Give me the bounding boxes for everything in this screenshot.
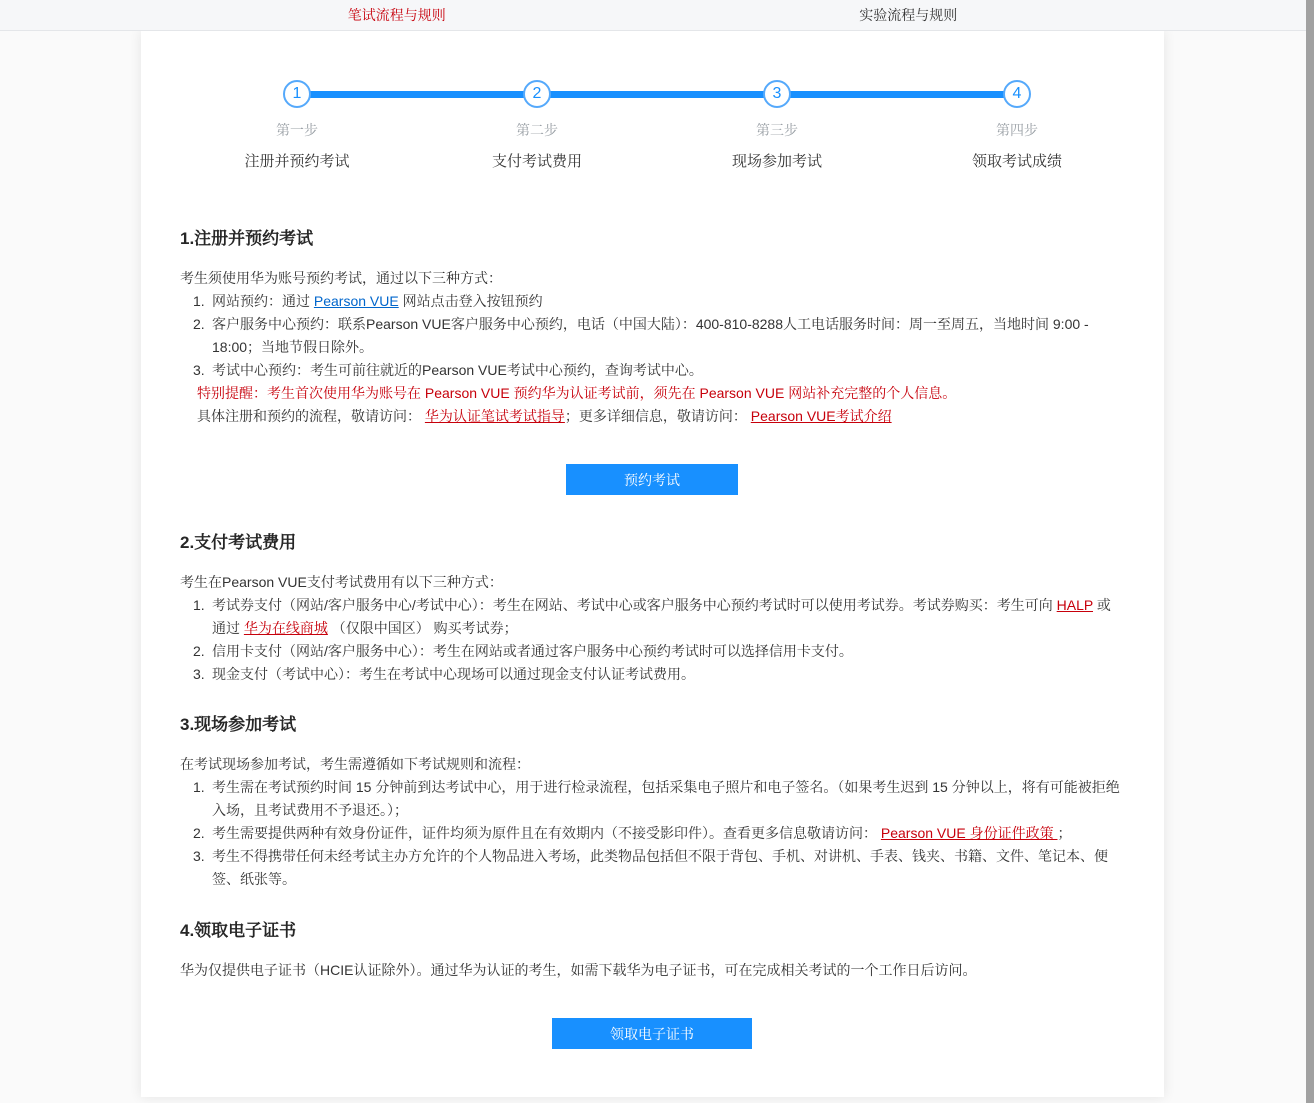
content-section	[180, 919, 1124, 1049]
content-card	[141, 31, 1164, 1097]
text-run: （仅限中国区） 购买考试券；	[327, 620, 518, 636]
stepper-steps	[177, 80, 1137, 171]
step-4	[897, 80, 1137, 171]
content-section	[180, 227, 1124, 495]
note-line	[197, 405, 1124, 428]
step-4-label: 第四步	[996, 122, 1038, 138]
sections	[141, 227, 1164, 1049]
list-marker: 2.	[193, 643, 205, 659]
step-4-name: 领取考试成绩	[971, 153, 1062, 170]
inline-link[interactable]: Pearson VUE 身份证件政策	[880, 825, 1058, 841]
exam-process-stepper	[177, 80, 1137, 171]
inline-link[interactable]: Pearson VUE考试介绍	[750, 408, 892, 424]
text-run: 考生需要提供两种有效身份证件，证件均须为原件且在有效期内（不接受影印件）。查看更多信息敬请访问：	[212, 825, 881, 841]
list-item	[180, 640, 1124, 663]
section-heading: 1.注册并预约考试	[180, 229, 314, 248]
text-run: 考生需在考试预约时间 15 分钟前到达考试中心，用于进行检录流程，包括采集电子照片和电子签名。（如果考生迟到 15 分钟以上，将有可能被拒绝入场，且考试费用不予退还。）；	[212, 779, 1120, 818]
list-marker: 2.	[193, 316, 205, 332]
list-marker: 3.	[193, 848, 205, 864]
numbered-list	[180, 290, 1124, 382]
section-intro: 考生须使用华为账号预约考试，通过以下三种方式：	[180, 270, 502, 286]
section-intro: 华为仅提供电子证书（HCIE认证除外）。通过华为认证的考生，如需下载华为电子证书，可在完成相关考试的一个工作日后访问。	[180, 962, 977, 978]
reserve-exam-button[interactable]: 预约考试	[566, 464, 738, 495]
list-item	[180, 663, 1124, 686]
text-run: 考试券支付（网站/客户服务中心/考试中心）：考生在网站、考试中心或客户服务中心预约考试时可以使用考试券。考试券购买：考生可向	[212, 597, 1057, 613]
text-run: 具体注册和预约的流程，敬请访问：	[197, 408, 425, 424]
text-run: 客户服务中心预约：联系Pearson VUE客户服务中心预约，电话（中国大陆）：400-810-8288人工电话服务时间：周一至周五，当地时间 9:00 - 18:00；当地节假日除外。	[212, 316, 1089, 355]
section-intro: 考生在Pearson VUE支付考试费用有以下三种方式：	[180, 574, 503, 590]
text-run: 网站点击登入按钮预约	[398, 293, 543, 309]
section-intro: 在考试现场参加考试，考生需遵循如下考试规则和流程：	[180, 756, 530, 772]
list-item	[180, 313, 1124, 359]
scrollbar[interactable]	[1306, 0, 1314, 1103]
tab-bar-inner	[141, 0, 1164, 30]
section-heading: 2.支付考试费用	[180, 533, 297, 552]
list-item	[180, 845, 1124, 891]
text-run: 信用卡支付（网站/客户服务中心）：考生在网站或者通过客户服务中心预约考试时可以选择信用卡支付。	[212, 643, 853, 659]
inline-link[interactable]: HALP	[1056, 597, 1093, 613]
step-3	[657, 80, 897, 171]
text-run: 或通过	[212, 597, 1111, 636]
content-section	[180, 531, 1124, 686]
button-row	[180, 1018, 1124, 1049]
list-marker: 1.	[193, 779, 205, 795]
text-run: 网站预约：通过	[212, 293, 314, 309]
text-run: 考生不得携带任何未经考试主办方允许的个人物品进入考场，此类物品包括但不限于背包、手机、对讲机、手表、钱夹、书籍、文件、笔记本、便签、纸张等。	[212, 848, 1108, 887]
text-run: 考试中心预约：考生可前往就近的Pearson VUE考试中心预约，查询考试中心。	[212, 362, 703, 378]
step-2-circle: 2	[523, 80, 551, 108]
step-2-name: 支付考试费用	[491, 153, 582, 170]
list-marker: 1.	[193, 293, 205, 309]
text-run: 特别提醒：考生首次使用华为账号在 Pearson VUE 预约华为认证考试前，须先在 Pearson VUE 网站补充完整的个人信息。	[197, 385, 957, 401]
text-run: ；	[1057, 825, 1072, 841]
numbered-list	[180, 776, 1124, 891]
list-marker: 2.	[193, 825, 205, 841]
button-row	[180, 464, 1124, 495]
text-run: ；更多详细信息，敬请访问：	[564, 408, 751, 424]
inline-link[interactable]: 华为在线商城	[243, 620, 328, 636]
step-1-name: 注册并预约考试	[244, 153, 350, 170]
step-1-circle: 1	[283, 80, 311, 108]
section-heading: 4.领取电子证书	[180, 921, 297, 940]
list-item	[180, 290, 1124, 313]
step-1	[177, 80, 417, 171]
numbered-list	[180, 594, 1124, 686]
step-3-label: 第三步	[756, 122, 798, 138]
content-section	[180, 713, 1124, 891]
tab-lab-exam-process[interactable]: 实验流程与规则	[859, 7, 958, 23]
list-marker: 3.	[193, 666, 205, 682]
top-tab-bar	[0, 0, 1306, 31]
list-item	[180, 776, 1124, 822]
list-item	[180, 359, 1124, 382]
claim-ecert-button[interactable]: 领取电子证书	[552, 1018, 752, 1049]
step-4-circle: 4	[1003, 80, 1031, 108]
list-marker: 1.	[193, 597, 205, 613]
inline-link[interactable]: Pearson VUE	[313, 293, 399, 309]
step-1-label: 第一步	[276, 122, 318, 138]
step-3-circle: 3	[763, 80, 791, 108]
step-2-label: 第二步	[516, 122, 558, 138]
list-item	[180, 594, 1124, 640]
text-run: 现金支付（考试中心）：考生在考试中心现场可以通过现金支付认证考试费用。	[212, 666, 695, 682]
inline-link[interactable]: 华为认证笔试考试指导	[424, 408, 565, 424]
list-item	[180, 822, 1124, 845]
note-line	[197, 382, 1124, 405]
section-heading: 3.现场参加考试	[180, 715, 297, 734]
list-marker: 3.	[193, 362, 205, 378]
step-2	[417, 80, 657, 171]
tab-written-exam-process[interactable]: 笔试流程与规则	[347, 7, 446, 23]
step-3-name: 现场参加考试	[731, 153, 822, 170]
